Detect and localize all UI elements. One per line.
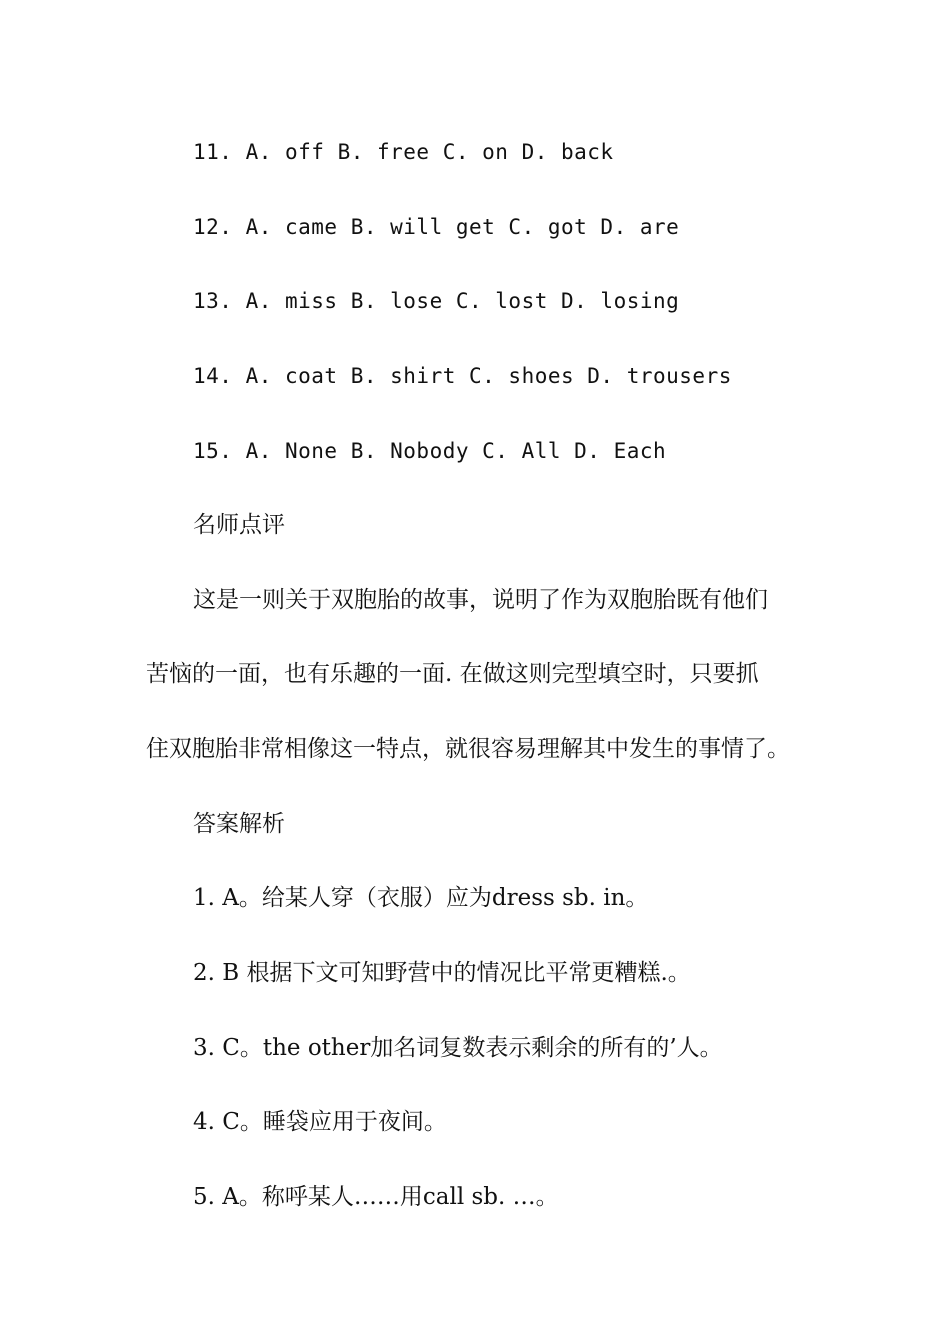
option-line-13: 13. A. miss B. lose C. lost D. losing	[193, 289, 680, 313]
option-line-12: 12. A. came B. will get C. got D. are	[193, 215, 680, 239]
answer-line-1: 1. A。给某人穿（衣服）应为dress sb. in。	[193, 885, 649, 911]
answer-line-3: 3. C。the other加名词复数表示剩余的所有的’人。	[193, 1035, 723, 1061]
commentary-line-1: 这是一则关于双胞胎的故事，说明了作为双胞胎既有他们	[193, 587, 768, 613]
answer-line-5: 5. A。称呼某人……用call sb. …。	[193, 1184, 559, 1210]
option-line-14: 14. A. coat B. shirt C. shoes D. trousers	[193, 364, 732, 388]
answers-heading: 答案解析	[193, 811, 285, 837]
answer-line-4: 4. C。睡袋应用于夜间。	[193, 1109, 447, 1135]
commentary-heading: 名师点评	[193, 512, 285, 538]
commentary-line-3: 住双胞胎非常相像这一特点，就很容易理解其中发生的事情了。	[146, 736, 790, 762]
answer-line-2: 2. B 根据下文可知野营中的情况比平常更糟糕.。	[193, 960, 691, 986]
option-line-15: 15. A. None B. Nobody C. All D. Each	[193, 439, 667, 463]
option-line-11: 11. A. off B. free C. on D. back	[193, 140, 614, 164]
commentary-line-2: 苦恼的一面，也有乐趣的一面. 在做这则完型填空时，只要抓	[146, 661, 759, 687]
